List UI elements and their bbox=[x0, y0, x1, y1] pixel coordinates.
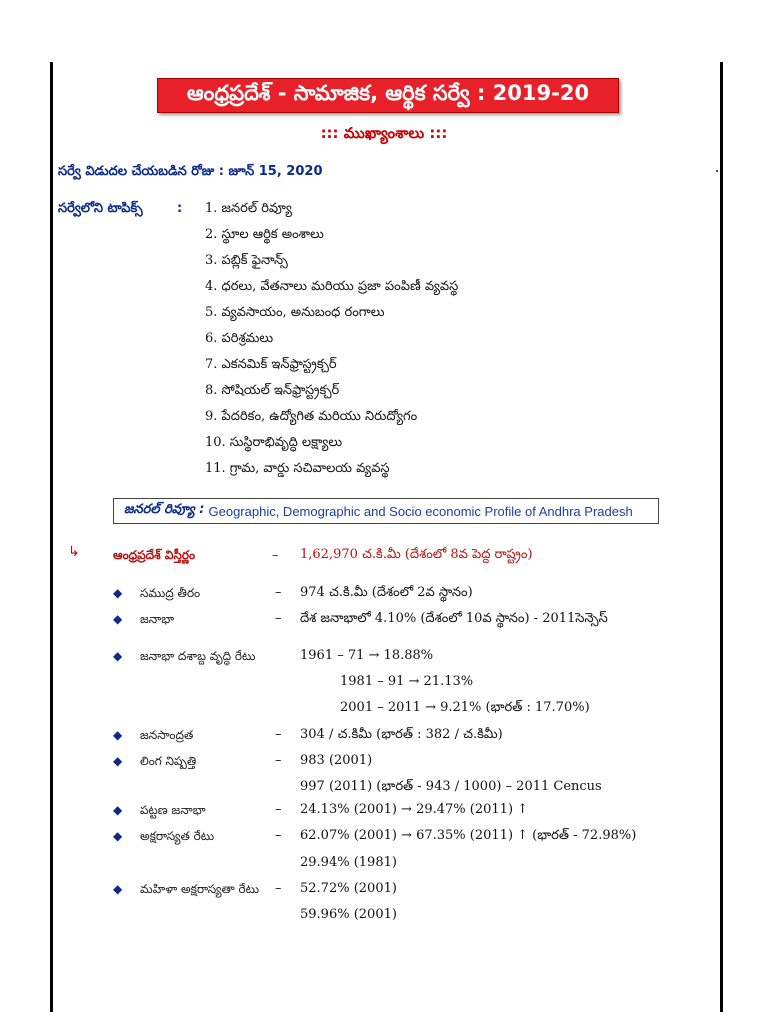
hook-arrow-icon: ↳ bbox=[68, 544, 80, 560]
urban-value: 24.13% (2001) → 29.47% (2011) ↑ bbox=[300, 802, 529, 817]
coast-dash: – bbox=[275, 585, 282, 600]
density-label: జనసాంద్రత bbox=[140, 728, 194, 742]
female-literacy-value: 59.96% (2001) bbox=[300, 907, 397, 922]
topics-label: సర్వేలోని టాపిక్స్ bbox=[58, 201, 143, 216]
literacy-dash: – bbox=[275, 828, 282, 843]
topic-item: 4. ధరలు, వేతనాలు మరియు ప్రజా పంపిణీ వ్యవస్థ bbox=[205, 279, 459, 294]
population-dash: – bbox=[275, 611, 282, 626]
sex-ratio-value: 983 (2001) bbox=[300, 753, 373, 768]
general-review-label: జనరల్ రివ్యూ : bbox=[124, 502, 205, 517]
diamond-bullet-icon: ◆ bbox=[113, 728, 123, 742]
topic-item: 9. పేదరికం, ఉద్యోగిత మరియు నిరుద్యోగం bbox=[205, 409, 418, 424]
topic-item: 6. పరిశ్రమలు bbox=[205, 331, 274, 346]
diamond-bullet-icon: ◆ bbox=[113, 754, 123, 768]
literacy-value: 62.07% (2001) → 67.35% (2011) ↑ (భారత్ - 72.98%) bbox=[300, 828, 637, 843]
growth-row: 1981 – 91 → 21.13% bbox=[340, 674, 474, 689]
topic-item: 7. ఎకనమిక్ ఇన్‌ఫ్రాస్ట్రక్చర్ bbox=[205, 357, 337, 372]
diamond-bullet-icon: ◆ bbox=[113, 829, 123, 843]
topic-item: 11. గ్రామ, వార్డు సచివాలయ వ్యవస్థ bbox=[205, 461, 390, 476]
sex-ratio-label: లింగ నిష్పత్తి bbox=[140, 754, 197, 768]
stray-dot bbox=[716, 170, 718, 172]
growth-row: 2001 – 2011 → 9.21% (భారత్ : 17.70%) bbox=[340, 700, 590, 715]
topics-colon: : bbox=[177, 201, 183, 216]
female-literacy-value: 52.72% (2001) bbox=[300, 881, 397, 896]
sex-ratio-dash: – bbox=[275, 753, 282, 768]
density-dash: – bbox=[275, 727, 282, 742]
female-literacy-label: మహిళా అక్షరాస్యతా రేటు bbox=[140, 882, 260, 896]
topic-item: 1. జనరల్ రివ్యూ bbox=[205, 201, 292, 216]
coast-value: 974 చ.కి.మీ (దేశంలో 2వ స్థానం) bbox=[300, 585, 473, 600]
urban-label: పట్టణ జనాభా bbox=[140, 803, 206, 817]
topic-item: 10. సుస్థిరాభివృద్ధి లక్ష్యాలు bbox=[205, 435, 343, 450]
right-border-line bbox=[720, 62, 723, 1012]
density-value: 304 / చ.కిమీ (భారత్ : 382 / చ.కిమీ) bbox=[300, 727, 503, 742]
general-review-box bbox=[113, 498, 659, 524]
page-title: ఆంధ్రప్రదేశ్ - సామాజిక, ఆర్థిక సర్వే : 2019-20 bbox=[157, 78, 619, 113]
area-label: ఆంధ్రప్రదేశ్ విస్తీర్ణం bbox=[113, 548, 196, 562]
topics-list bbox=[205, 199, 458, 485]
general-review-text: Geographic, Demographic and Socio economic Profile of Andhra Pradesh bbox=[208, 503, 633, 519]
page-subtitle: ::: ముఖ్యాంశాలు ::: bbox=[320, 124, 448, 142]
left-border-line bbox=[50, 62, 53, 1012]
literacy-label: అక్షరాస్యత రేటు bbox=[140, 829, 215, 843]
population-label: జనాభా bbox=[140, 612, 175, 626]
diamond-bullet-icon: ◆ bbox=[113, 649, 123, 663]
topic-item: 3. పబ్లిక్ ఫైనాన్స్ bbox=[205, 253, 288, 268]
growth-label: జనాభా దశాబ్ద వృద్ధి రేటు bbox=[140, 649, 256, 663]
female-literacy-dash: – bbox=[275, 881, 282, 896]
coast-label: సముద్ర తీరం bbox=[140, 586, 201, 600]
growth-row: 1961 – 71 → 18.88% bbox=[300, 648, 434, 663]
population-value: దేశ జనాభాలో 4.10% (దేశంలో 10వ స్థానం) - 2011సెన్సెస్ bbox=[300, 611, 608, 626]
sex-ratio-value: 997 (2011) (భారత్ - 943 / 1000) – 2011 Cencus bbox=[300, 779, 602, 794]
area-dash: – bbox=[272, 548, 279, 563]
diamond-bullet-icon: ◆ bbox=[113, 882, 123, 896]
topic-item: 8. సోషియల్ ఇన్‌ఫ్రాస్ట్రక్చర్ bbox=[205, 383, 340, 398]
area-value: 1,62,970 చ.కి.మీ (దేశంలో 8వ పెద్ద రాష్ట్రం) bbox=[300, 547, 533, 562]
literacy-value: 29.94% (1981) bbox=[300, 855, 397, 870]
topic-item: 5. వ్యవసాయం, అనుబంధ రంగాలు bbox=[205, 305, 385, 320]
release-date: సర్వే విడుదల చేయబడిన రోజు : జూన్ 15, 2020 bbox=[58, 164, 323, 179]
urban-dash: – bbox=[275, 802, 282, 817]
topic-item: 2. స్థూల ఆర్థిక అంశాలు bbox=[205, 227, 324, 242]
diamond-bullet-icon: ◆ bbox=[113, 803, 123, 817]
diamond-bullet-icon: ◆ bbox=[113, 612, 123, 626]
diamond-bullet-icon: ◆ bbox=[113, 586, 123, 600]
